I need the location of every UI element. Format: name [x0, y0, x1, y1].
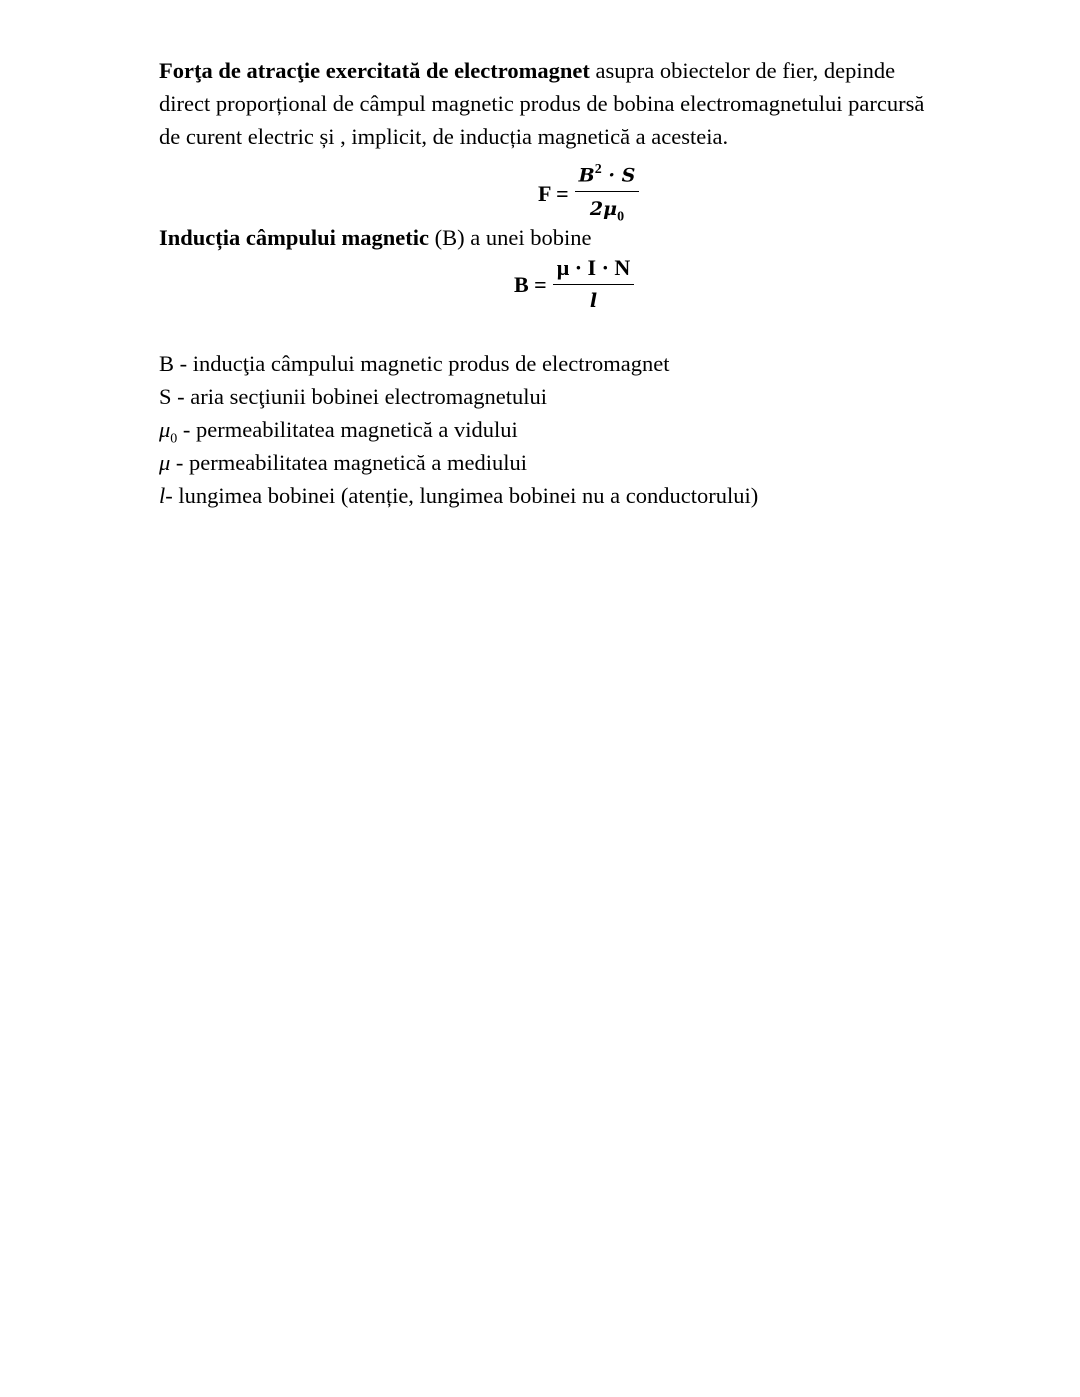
definition-item	[159, 446, 527, 479]
induction-formula	[514, 254, 634, 315]
symbol: μ	[159, 417, 171, 442]
denominator	[590, 192, 624, 231]
definition-text: - aria secţiunii bobinei electromagnetului	[171, 384, 548, 409]
symbol: B	[159, 351, 175, 376]
definition-text: - lungimea bobinei (atenție, lungimea bobinei nu a conductorului)	[165, 483, 759, 508]
bold-term: Inducția câmpului magnetic	[159, 225, 430, 250]
exponent: 2	[594, 162, 602, 177]
symbol: · S	[601, 164, 636, 187]
subscript: 0	[617, 209, 625, 225]
bold-term: Forţa de atracţie exercitată de electromagnet	[159, 58, 590, 83]
definition-text: - inducţia câmpului magnetic produs de electromagnet	[174, 351, 670, 376]
symbol: μ	[603, 198, 618, 221]
definition-text: - permeabilitatea magnetică a mediului	[170, 450, 528, 475]
fraction	[553, 254, 635, 315]
symbol: 2	[589, 198, 604, 221]
paragraph-line: de curent electric și , implicit, de inducția magnetică a acesteia.	[159, 124, 729, 149]
definition-item	[159, 347, 669, 380]
paragraph-line	[159, 221, 592, 254]
text: (B) a unei bobine	[429, 225, 592, 250]
formula-lhs: F =	[538, 180, 569, 206]
numerator: μ · I · N	[553, 254, 635, 285]
formula-lhs: B =	[514, 271, 547, 297]
definition-text: - permeabilitatea magnetică a vidului	[177, 417, 518, 442]
text: asupra obiectelor de fier, depinde	[589, 58, 896, 83]
definition-item	[159, 380, 547, 413]
symbol: B	[578, 164, 595, 187]
paragraph-line: direct proporțional de câmpul magnetic produs de bobina electromagnetului parcursă	[159, 91, 925, 116]
numerator	[575, 156, 640, 192]
paragraph-line	[159, 54, 895, 87]
subscript: 0	[170, 431, 178, 447]
symbol: S	[159, 384, 172, 409]
definition-item	[159, 479, 758, 512]
symbol: μ	[159, 450, 171, 475]
denominator: l	[589, 290, 598, 312]
symbol: l	[159, 483, 166, 508]
